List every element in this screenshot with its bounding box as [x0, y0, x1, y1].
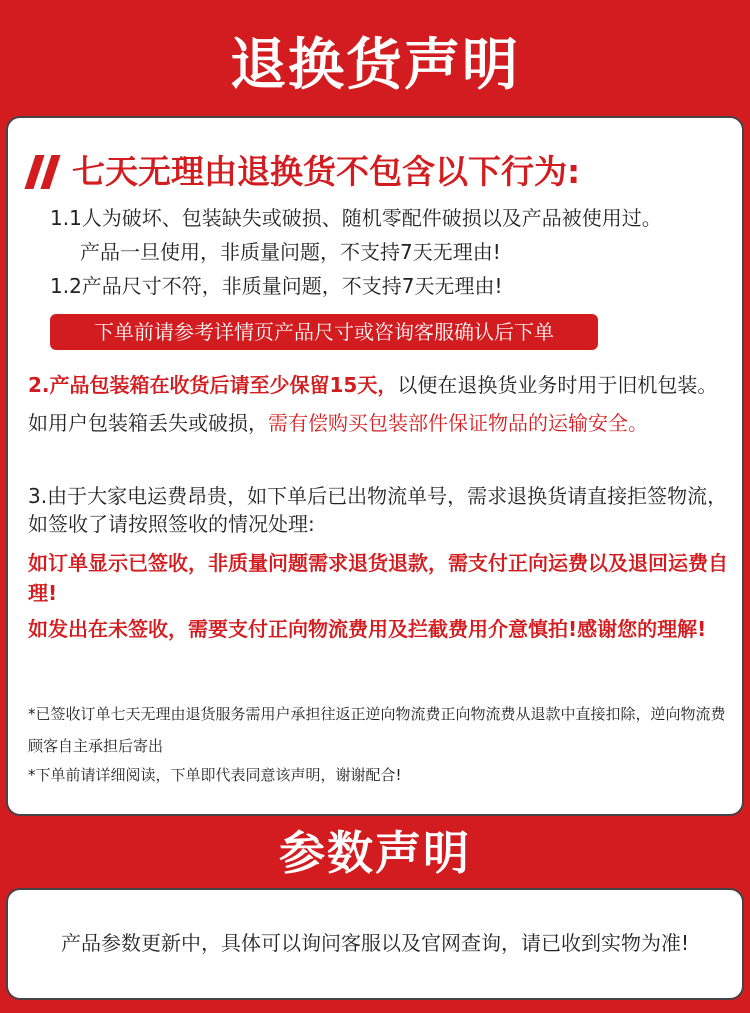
item-3: 3.由于大家电运费昂贵，如下单后已出物流单号，需求退换货请直接拒签物流，如签收了请按照签收的情况处理:	[28, 484, 728, 536]
item-2-middle: 以便在退换货业务时用于旧机包装。如用户包装箱丢失或破损，	[28, 373, 718, 435]
policy-heading	[30, 152, 580, 192]
size-check-banner: 下单前请参考详情页产品尺寸或咨询客服确认后下单	[50, 314, 598, 350]
policy-heading-text: 七天无理由退换货不包含以下行为:	[72, 152, 581, 191]
params-title: 参数声明	[279, 826, 471, 880]
item-2	[28, 366, 728, 442]
return-policy-card	[6, 116, 744, 816]
slash-decoration-icon	[30, 155, 62, 189]
warning-unsigned: 如发出在未签收，需要支付正向物流费用及拦截费用介意慎拍!感谢您的理解!	[28, 617, 707, 641]
return-policy-title: 退换货声明	[230, 33, 520, 98]
note-1: *已签收订单七天无理由退货服务需用户承担往返正逆向物流费正向物流费从退款中直接扣除，逆向物流费顾客自主承担后寄出	[28, 705, 726, 755]
item-2-tail: 需有偿购买包装部件保证物品的运输安全。	[268, 411, 648, 435]
item-2-lead: 2.产品包装箱在收货后请至少保留15天，	[28, 373, 398, 397]
item-1-2: 1.2产品尺寸不符，非质量问题，不支持7天无理由!	[50, 274, 503, 298]
params-text: 产品参数更新中，具体可以询问客服以及官网查询，请已收到实物为准!	[60, 931, 690, 955]
warning-signed: 如订单显示已签收，非质量问题需求退货退款，需支付正向运费以及退回运费自理!	[28, 551, 728, 605]
item-1-1: 1.1人为破坏、包装缺失或破损、随机零配件破损以及产品被使用过。	[50, 206, 662, 230]
params-card	[6, 888, 744, 1000]
note-2: *下单前请详细阅读，下单即代表同意该声明，谢谢配合!	[28, 766, 402, 784]
item-1-1-continued: 产品一旦使用，非质量问题，不支持7天无理由!	[80, 240, 501, 264]
